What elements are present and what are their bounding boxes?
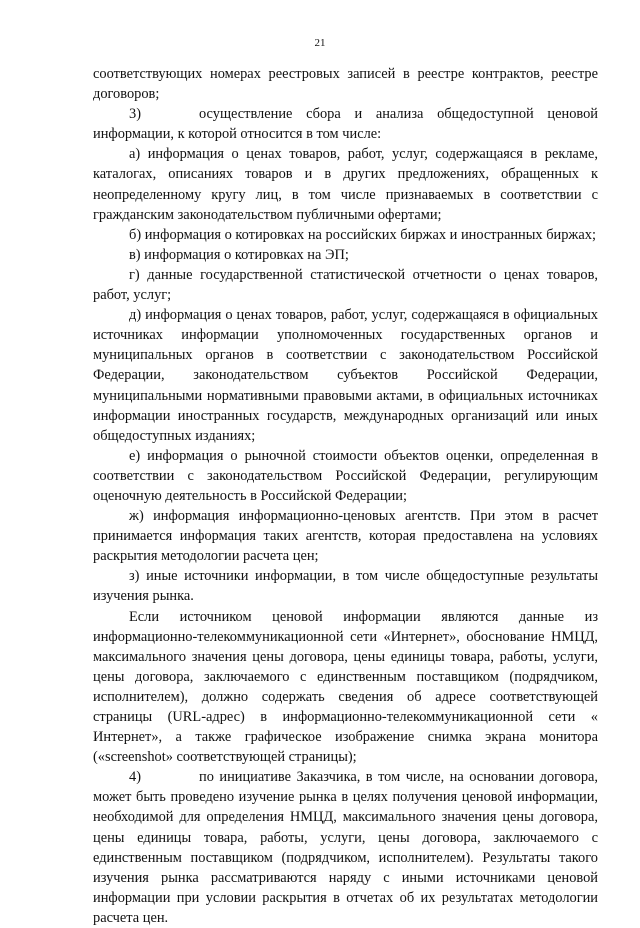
subitem-e: е) информация о рыночной стоимости объектов оценки, определенная в соответствии с законодательством Российской Федерации, регулирующим оценочную деятельность в Российской Федерации; [93, 447, 598, 504]
list-item-4: 4) по инициативе Заказчика, в том числе, на основании договора, может быть проведено изучение рынка в целях получения ценовой информации, необходимой для определения НМЦД, максимального значения цены договора, цены единицы товара, работы, услуги, цены договора, заключаемого с единственным поставщиком (подрядчиком, исполнителем). Результаты такого изучения рынка рассматриваются наряду с иными источниками ценовой информации при условии раскрытия в отчетах об их результатах методологии расчета цен. [93, 769, 598, 926]
subitem-b: б) информация о котировках на российских биржах и иностранных биржах; [129, 226, 596, 243]
subitem-d: д) информация о ценах товаров, работ, услуг, содержащаяся в официальных источниках информации уполномоченных государственных органов и муниципальных органов в соответствии с законодательством Российской Федерации, законодательством субъектов Российской Федерации, муниципальными нормативными правовыми актами, в официальных источниках информации иностранных государств, международных организаций или иных общедоступных изданиях; [93, 307, 598, 444]
paragraph-internet-source: Если источником ценовой информации являются данные из информационно-телекоммуникационной сети «Интернет», обоснование НМЦД, максимального значения цены договора, цены единицы товара, работы, услуги, цены договора, заключаемого с единственным поставщиком (подрядчиком, исполнителем), должно содержать сведения об адресе соответствующей страницы (URL-адрес) в информационно-телекоммуникационной сети « Интернет», а также графическое изображение снимка экрана монитора («screenshot» соответствующей страницы); [93, 608, 598, 766]
subitem-g: г) данные государственной статистической отчетности о ценах товаров, работ, услуг; [93, 266, 598, 304]
list-item-3: 3) осуществление сбора и анализа общедоступной ценовой информации, к которой относится в том числе: [93, 106, 598, 143]
paragraph-contracts-registry: соответствующих номерах реестровых записей в реестре контрактов, реестре договоров; [93, 66, 598, 103]
subitem-a: а) информация о ценах товаров, работ, услуг, содержащаяся в рекламе, каталогах, описаниях товаров и в других предложениях, обращенных к неопределенному кругу лиц, в том числе признаваемых в соответствии с гражданским законодательством публичными офертами; [93, 146, 598, 223]
subitem-v: в) информация о котировках на ЭП; [129, 246, 349, 263]
subitem-z: з) иные источники информации, в том числе общедоступные результаты изучения рынка. [93, 568, 598, 605]
page-number: 21 [314, 37, 326, 49]
document-body [93, 64, 598, 928]
list-number: 3) [129, 106, 141, 123]
list-number: 4) [129, 769, 141, 786]
subitem-zh: ж) информация информационно-ценовых агентств. При этом в расчет принимается информация таких агентств, которая предоставлена на условиях раскрытия методологии расчета цен; [93, 508, 598, 565]
